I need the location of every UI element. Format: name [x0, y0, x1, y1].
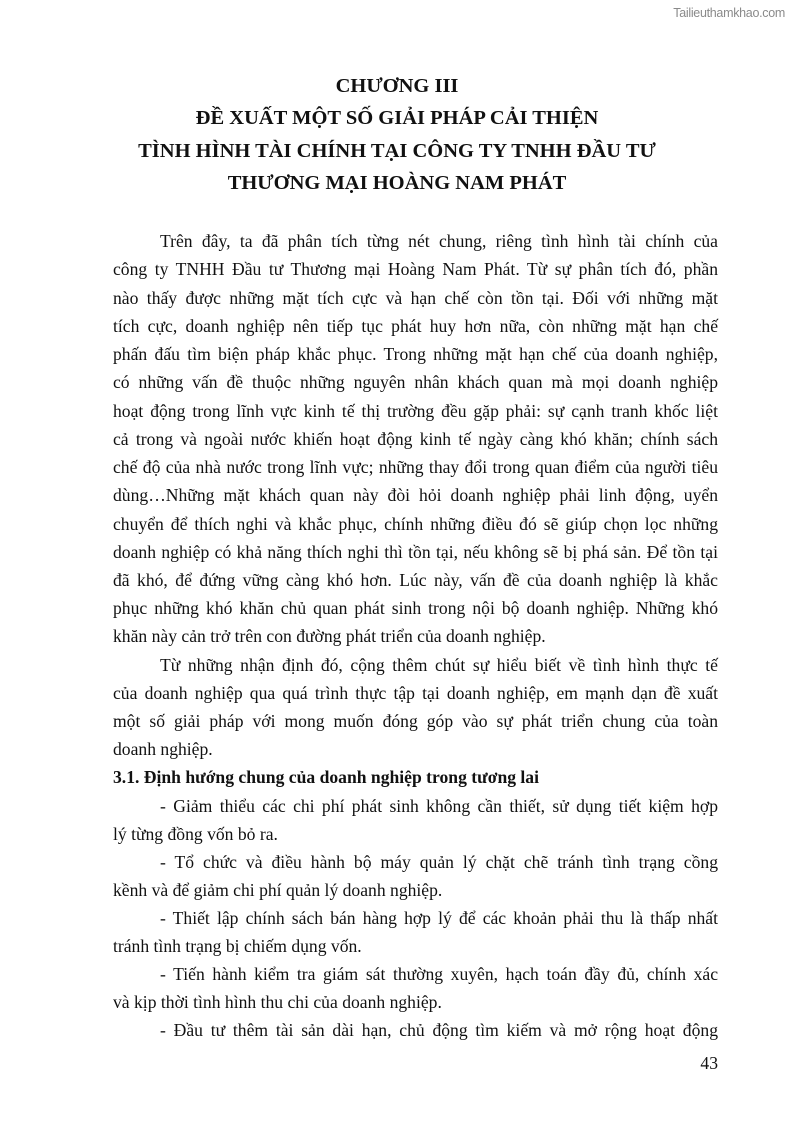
text-line: Từ những nhận định đó, cộng thêm chút sự hiểu biết về tình hình thực tế — [160, 655, 718, 675]
text-line: tích cực, doanh nghiệp nên tiếp tục phát huy hơn nữa, còn những mặt hạn chế — [113, 316, 718, 336]
chapter-title-line-3: THƯƠNG MẠI HOÀNG NAM PHÁT — [227, 172, 567, 194]
bullet-line: lý từng đồng vốn bỏ ra. — [113, 824, 278, 844]
text-line: của doanh nghiệp qua quá trình thực tập tại doanh nghiệp, em mạnh dạn đề xuất — [113, 683, 718, 703]
text-line: khăn này cản trở trên con đường phát triển của doanh nghiệp. — [113, 626, 546, 646]
text-line: Trên đây, ta đã phân tích từng nét chung, riêng tình hình tài chính của — [160, 231, 718, 251]
bullet-line: - Giảm thiểu các chi phí phát sinh không cần thiết, sử dụng tiết kiệm hợp — [160, 796, 718, 816]
bullet-line: và kịp thời tình hình thu chi của doanh nghiệp. — [113, 992, 442, 1012]
text-line: chuyển để thích nghi và khắc phục, chính những điều đó sẽ giúp chọn lọc những — [113, 514, 718, 534]
text-line: một số giải pháp với mong muốn đóng góp vào sự phát triển chung của toàn — [113, 711, 718, 731]
chapter-number: CHƯƠNG III — [335, 75, 459, 97]
text-line: chế độ của nhà nước trong lĩnh vực; những thay đổi trong quan điểm của người tiêu — [113, 457, 718, 477]
text-line: doanh nghiệp. — [113, 739, 213, 759]
text-line: phấn đấu tìm biện pháp khắc phục. Trong những mặt hạn chế của doanh nghiệp, — [113, 344, 718, 364]
text-line: doanh nghiệp có khả năng thích nghi thì tồn tại, nếu không sẽ bị phá sản. Để tồn tại — [113, 542, 718, 562]
chapter-title-line-2: TÌNH HÌNH TÀI CHÍNH TẠI CÔNG TY TNHH ĐẦU TƯ — [138, 140, 656, 162]
text-line: có những vấn đề thuộc những nguyên nhân khách quan mà mọi doanh nghiệp — [113, 372, 718, 392]
chapter-title-line-1: ĐỀ XUẤT MỘT SỐ GIẢI PHÁP CẢI THIỆN — [195, 107, 599, 129]
text-line: nào thấy được những mặt tích cực và hạn chế còn tồn tại. Đối với những mặt — [113, 288, 718, 308]
section-heading: 3.1. Định hướng chung của doanh nghiệp trong tương lai — [113, 767, 539, 787]
text-line: hoạt động trong lĩnh vực kinh tế thị trường đều gặp phải: sự cạnh tranh khốc liệt — [113, 401, 718, 421]
text-line: dùng…Những mặt khách quan này đòi hỏi doanh nghiệp phải linh động, uyển — [113, 485, 718, 505]
watermark: Tailieuthamkhao.com — [673, 6, 785, 20]
bullet-line: - Đầu tư thêm tài sản dài hạn, chủ động tìm kiếm và mở rộng hoạt động — [160, 1020, 718, 1040]
bullet-line: - Tiến hành kiểm tra giám sát thường xuyên, hạch toán đầy đủ, chính xác — [160, 964, 718, 984]
page-number: 43 — [700, 1053, 718, 1073]
bullet-line: - Tổ chức và điều hành bộ máy quản lý chặt chẽ tránh tình trạng cồng — [160, 852, 718, 872]
text-line: công ty TNHH Đầu tư Thương mại Hoàng Nam Phát. Từ sự phân tích đó, phần — [113, 259, 718, 279]
text-line: phục những khó khăn chủ quan phát sinh trong nội bộ doanh nghiệp. Những khó — [113, 598, 718, 618]
text-line: cả trong và ngoài nước khiến hoạt động kinh tế ngày càng khó khăn; chính sách — [113, 429, 718, 449]
text-line: đã khó, để đứng vững càng khó hơn. Lúc này, vấn đề của doanh nghiệp là khắc — [113, 570, 718, 590]
bullet-line: tránh tình trạng bị chiếm dụng vốn. — [113, 936, 362, 956]
bullet-line: - Thiết lập chính sách bán hàng hợp lý để các khoản phải thu là thấp nhất — [160, 908, 718, 928]
bullet-line: kềnh và để giảm chi phí quản lý doanh nghiệp. — [113, 880, 443, 900]
